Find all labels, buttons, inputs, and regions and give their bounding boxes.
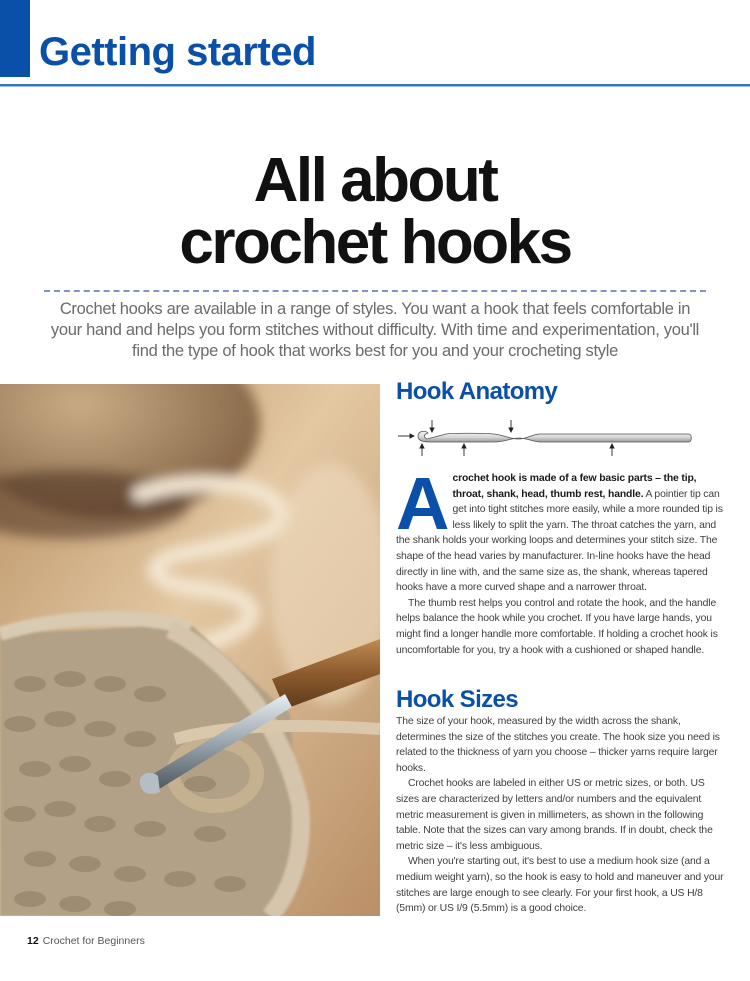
anatomy-para1-text: A pointier tip can get into tight stitches more easily, while a more rounded tip is less likely to split the yarn. The throat catches the yarn, and the shank holds your working loops and determines your stitch size. The shape of the head varies by manufacturer. In-line hooks have the head directly in line with, and the same size as, the shank, whereas tapered hooks have a more curved shape and a narrower throat. bbox=[396, 488, 723, 594]
arrow-throat bbox=[430, 420, 434, 432]
hook-anatomy-heading: Hook Anatomy bbox=[396, 378, 558, 405]
hook-anatomy-diagram bbox=[394, 416, 724, 460]
arrow-thumb-rest bbox=[509, 420, 513, 432]
hook-anatomy-body bbox=[396, 462, 726, 658]
section-color-bar bbox=[0, 0, 30, 77]
section-divider bbox=[0, 84, 750, 87]
article-title bbox=[0, 146, 750, 277]
page-footer bbox=[27, 935, 145, 947]
anatomy-lead-bold: crochet hook is made of a few basic parts – the tip, throat, shank, head, thumb rest, handle. bbox=[452, 473, 697, 500]
hook-sizes-heading: Hook Sizes bbox=[396, 686, 519, 713]
article-title-line2: crochet hooks bbox=[179, 208, 571, 277]
anatomy-paragraph-1 bbox=[396, 462, 726, 596]
sizes-paragraph-1: The size of your hook, measured by the width across the shank, determines the size of the stitches you create. The hook size you need is related to the thickness of yarn you choose – thicker yarns require larger hooks. bbox=[396, 716, 720, 774]
section-title: Getting started bbox=[39, 30, 316, 74]
article-title-line1: All about bbox=[253, 146, 497, 215]
dashed-divider bbox=[44, 290, 706, 292]
arrow-tip bbox=[398, 434, 414, 438]
arrow-handle bbox=[610, 444, 614, 456]
sizes-paragraph-2: Crochet hooks are labeled in either US or metric sizes, or both. US sizes are characterized by letters and/or numbers and the equivalent metric measurement is given in millimeters, as shown in the following table. Note that the sizes can vary among brands. If in doubt, check the metric size – it's less ambiguous. bbox=[396, 778, 713, 852]
anatomy-paragraph-2: The thumb rest helps you control and rotate the hook, and the handle helps balance the hook while you crochet. If you have large hands, you might find a longer handle more comfortable. If holding a crochet hook is uncomfortable for you, try a hook with a cushioned or shaped handle. bbox=[396, 597, 718, 656]
arrow-point bbox=[420, 444, 424, 456]
article-standfirst: Crochet hooks are available in a range of styles. You want a hook that feels comfortable in your hand and helps you form stitches without difficulty. With time and experimentation, you'll find the type of hook that works best for you and your crocheting style bbox=[50, 300, 700, 360]
page-number: 12 bbox=[27, 935, 39, 947]
hook-sizes-body bbox=[396, 714, 726, 917]
publication-name: Crochet for Beginners bbox=[42, 935, 145, 947]
sizes-paragraph-3: When you're starting out, it's best to use a medium hook size (and a medium weight yarn), so the hook is easy to hold and maneuver and your stitches are large enough to see clearly. For your first hook, a US H/8 (5mm) or US I/9 (5.5mm) is a good choice. bbox=[396, 856, 724, 915]
arrow-shank bbox=[462, 444, 466, 456]
crochet-photo bbox=[0, 384, 380, 916]
drop-cap: A bbox=[396, 462, 449, 545]
